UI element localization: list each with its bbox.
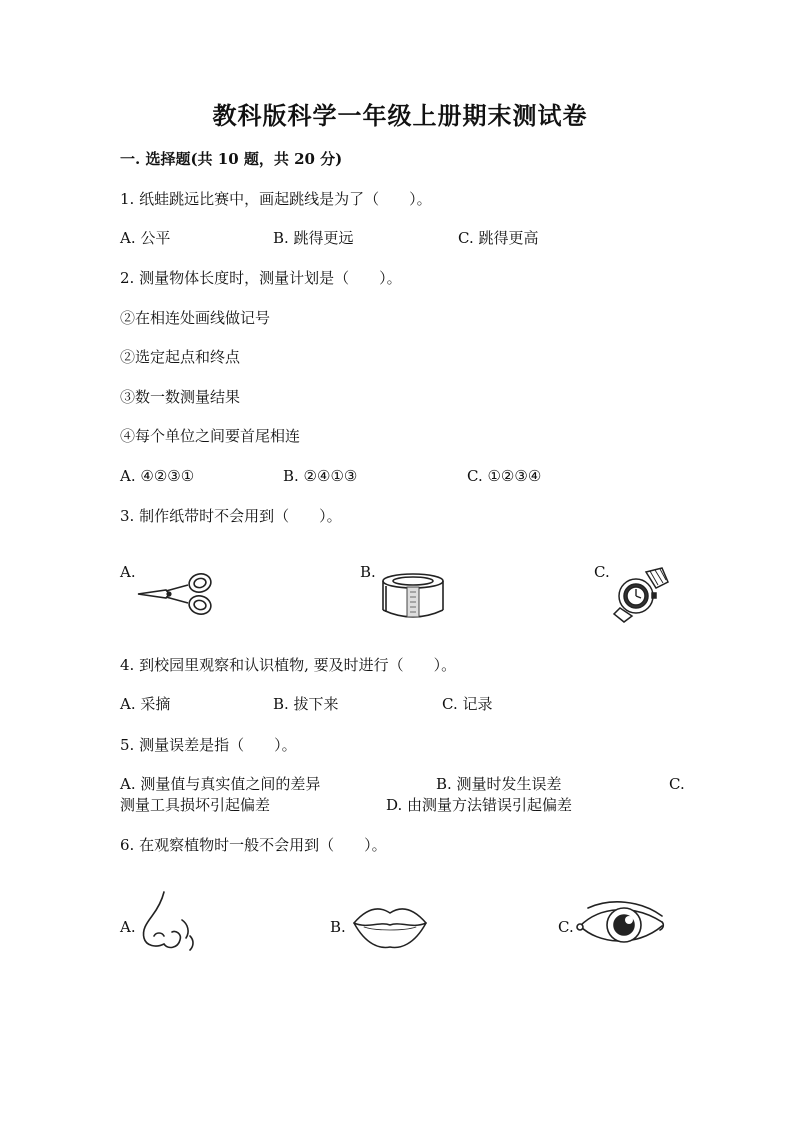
question-3-option-c-label: C. — [594, 563, 610, 581]
question-2-step: ③数一数测量结果 — [120, 388, 241, 406]
lips-icon — [352, 903, 428, 949]
question-2-step: ②选定起点和终点 — [120, 348, 241, 366]
question-6-option-a-label: A. — [120, 918, 136, 936]
question-2-stem: 2. 测量物体长度时，测量计划是（ ）。 — [120, 269, 402, 287]
question-5-option-c-label: C. — [669, 775, 685, 793]
question-4-option-c: C. 记录 — [442, 695, 493, 713]
question-4-stem: 4. 到校园里观察和认识植物, 要及时进行（ ）。 — [120, 656, 457, 674]
question-3-option-a-label: A. — [120, 563, 136, 581]
question-3-stem: 3. 制作纸带时不会用到（ ）。 — [120, 507, 342, 525]
question-2-step: ②在相连处画线做记号 — [120, 309, 271, 327]
question-5-option-d: D. 由测量方法错误引起偏差 — [386, 796, 573, 814]
question-2-option-c: C. ①②③④ — [467, 467, 542, 485]
question-1-option-b: B. 跳得更远 — [273, 229, 354, 247]
question-5-stem: 5. 测量误差是指（ ）。 — [120, 736, 297, 754]
question-1-stem: 1. 纸蛙跳远比赛中，画起跳线是为了（ ）。 — [120, 190, 432, 208]
question-5-option-c: 测量工具损坏引起偏差 — [120, 796, 271, 814]
question-4-option-b: B. 拔下来 — [273, 695, 339, 713]
question-6-option-b-label: B. — [330, 918, 346, 936]
scissors-icon — [136, 572, 216, 616]
eye-icon — [574, 900, 670, 950]
question-1-option-a: A. 公平 — [120, 229, 171, 247]
nose-icon — [138, 890, 200, 952]
question-2-option-b: B. ②④①③ — [283, 467, 358, 485]
question-5-option-b: B. 测量时发生误差 — [436, 775, 562, 793]
question-3-option-b-label: B. — [360, 563, 376, 581]
section-heading: 一. 选择题(共 10 题，共 20 分) — [120, 150, 343, 168]
question-6-stem: 6. 在观察植物时一般不会用到（ ）。 — [120, 836, 387, 854]
question-2-option-a: A. ④②③① — [120, 467, 195, 485]
page-title: 教科版科学一年级上册期末测试卷 — [212, 101, 588, 130]
tape-roll-icon — [380, 572, 446, 620]
question-2-step: ④每个单位之间要首尾相连 — [120, 427, 301, 445]
question-6-option-c-label: C. — [558, 918, 574, 936]
wristwatch-icon — [612, 566, 670, 624]
question-4-option-a: A. 采摘 — [120, 695, 171, 713]
question-1-option-c: C. 跳得更高 — [458, 229, 539, 247]
question-5-option-a: A. 测量值与真实值之间的差异 — [120, 775, 321, 793]
